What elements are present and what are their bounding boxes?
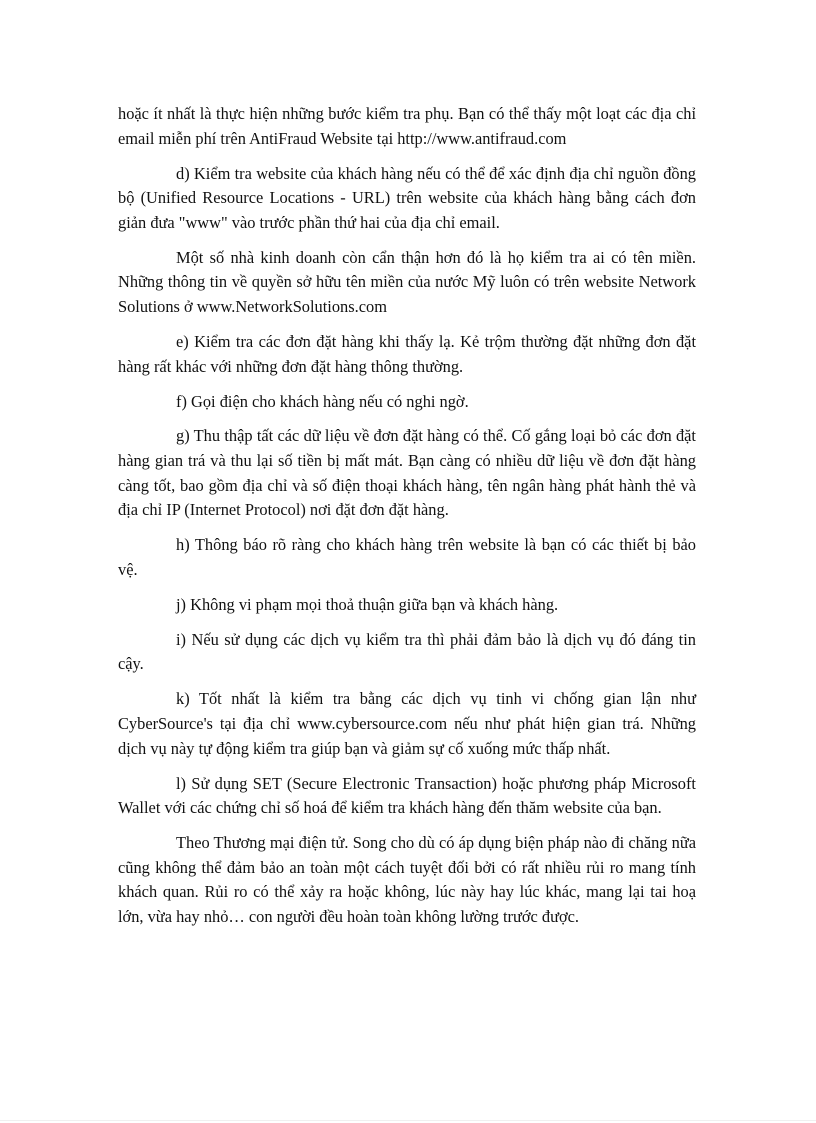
body-text xyxy=(118,102,696,940)
paragraph-item-l: l) Sử dụng SET (Secure Electronic Transaction) hoặc phương pháp Microsoft Wallet với các chứng chỉ số hoá để kiểm tra khách hàng đến thăm website của bạn. xyxy=(118,773,696,818)
paragraph-item-h: h) Thông báo rõ ràng cho khách hàng trên website là bạn có các thiết bị bảo vệ. xyxy=(118,535,696,579)
paragraph-item-j: j) Không vi phạm mọi thoả thuận giữa bạn và khách hàng. xyxy=(176,594,559,614)
paragraph-item-g: g) Thu thập tất các dữ liệu về đơn đặt hàng có thể. Cố gắng loại bỏ các đơn đặt hàng gian trá và thu lại số tiền bị mất mát. Bạn càng có nhiều dữ liệu về đơn đặt hàng càng tốt, bao gồm địa chỉ và số điện thoại khách hàng, tên ngân hàng phát hành thẻ và địa chỉ IP (Internet Protocol) nơi đặt đơn đặt hàng. xyxy=(118,426,696,520)
paragraph-item-k: k) Tốt nhất là kiểm tra bằng các dịch vụ tinh vi chống gian lận như CyberSource's tại địa chỉ www.cybersource.com nếu như phát hiện gian trá. Những dịch vụ này tự động kiểm tra giúp bạn và giảm sự cố xuống mức thấp nhất. xyxy=(118,689,696,758)
paragraph-item-f: f) Gọi điện cho khách hàng nếu có nghi ngờ. xyxy=(176,391,469,411)
paragraph-item-e: e) Kiểm tra các đơn đặt hàng khi thấy lạ. Kẻ trộm thường đặt những đơn đặt hàng rất khác với những đơn đặt hàng thông thường. xyxy=(118,331,696,376)
paragraph-conclusion: Theo Thương mại điện tử. Song cho dù có áp dụng biện pháp nào đi chăng nữa cũng không thể đảm bảo an toàn một cách tuyệt đối bởi có rất nhiều rủi ro mang tính khách quan. Rủi ro có thể xảy ra hoặc không, lúc này hay lúc khác, mang lại tai hoạ lớn, vừa hay nhỏ… con người đều hoàn toàn không lường trước được. xyxy=(118,833,696,926)
paragraph-item-i: i) Nếu sử dụng các dịch vụ kiểm tra thì phải đảm bảo là dịch vụ đó đáng tin cậy. xyxy=(118,629,696,674)
paragraph-intro: hoặc ít nhất là thực hiện những bước kiểm tra phụ. Bạn có thể thấy một loạt các địa chỉ email miễn phí trên AntiFraud Website tại http://www.antifraud.com xyxy=(118,104,696,148)
paragraph-item-d: d) Kiểm tra website của khách hàng nếu có thể để xác định địa chỉ nguồn đồng bộ (Unified Resource Locations - URL) trên website của khách hàng bằng cách đơn giản đưa "www" vào trước phần thứ hai của địa chỉ email. xyxy=(118,163,696,232)
paragraph-domain-check: Một số nhà kinh doanh còn cẩn thận hơn đó là họ kiểm tra ai có tên miền. Những thông tin về quyền sở hữu tên miền của nước Mỹ luôn có trên website Network Solutions ở www.NetworkSolutions.com xyxy=(118,247,696,316)
page-bottom-divider xyxy=(0,1120,816,1121)
